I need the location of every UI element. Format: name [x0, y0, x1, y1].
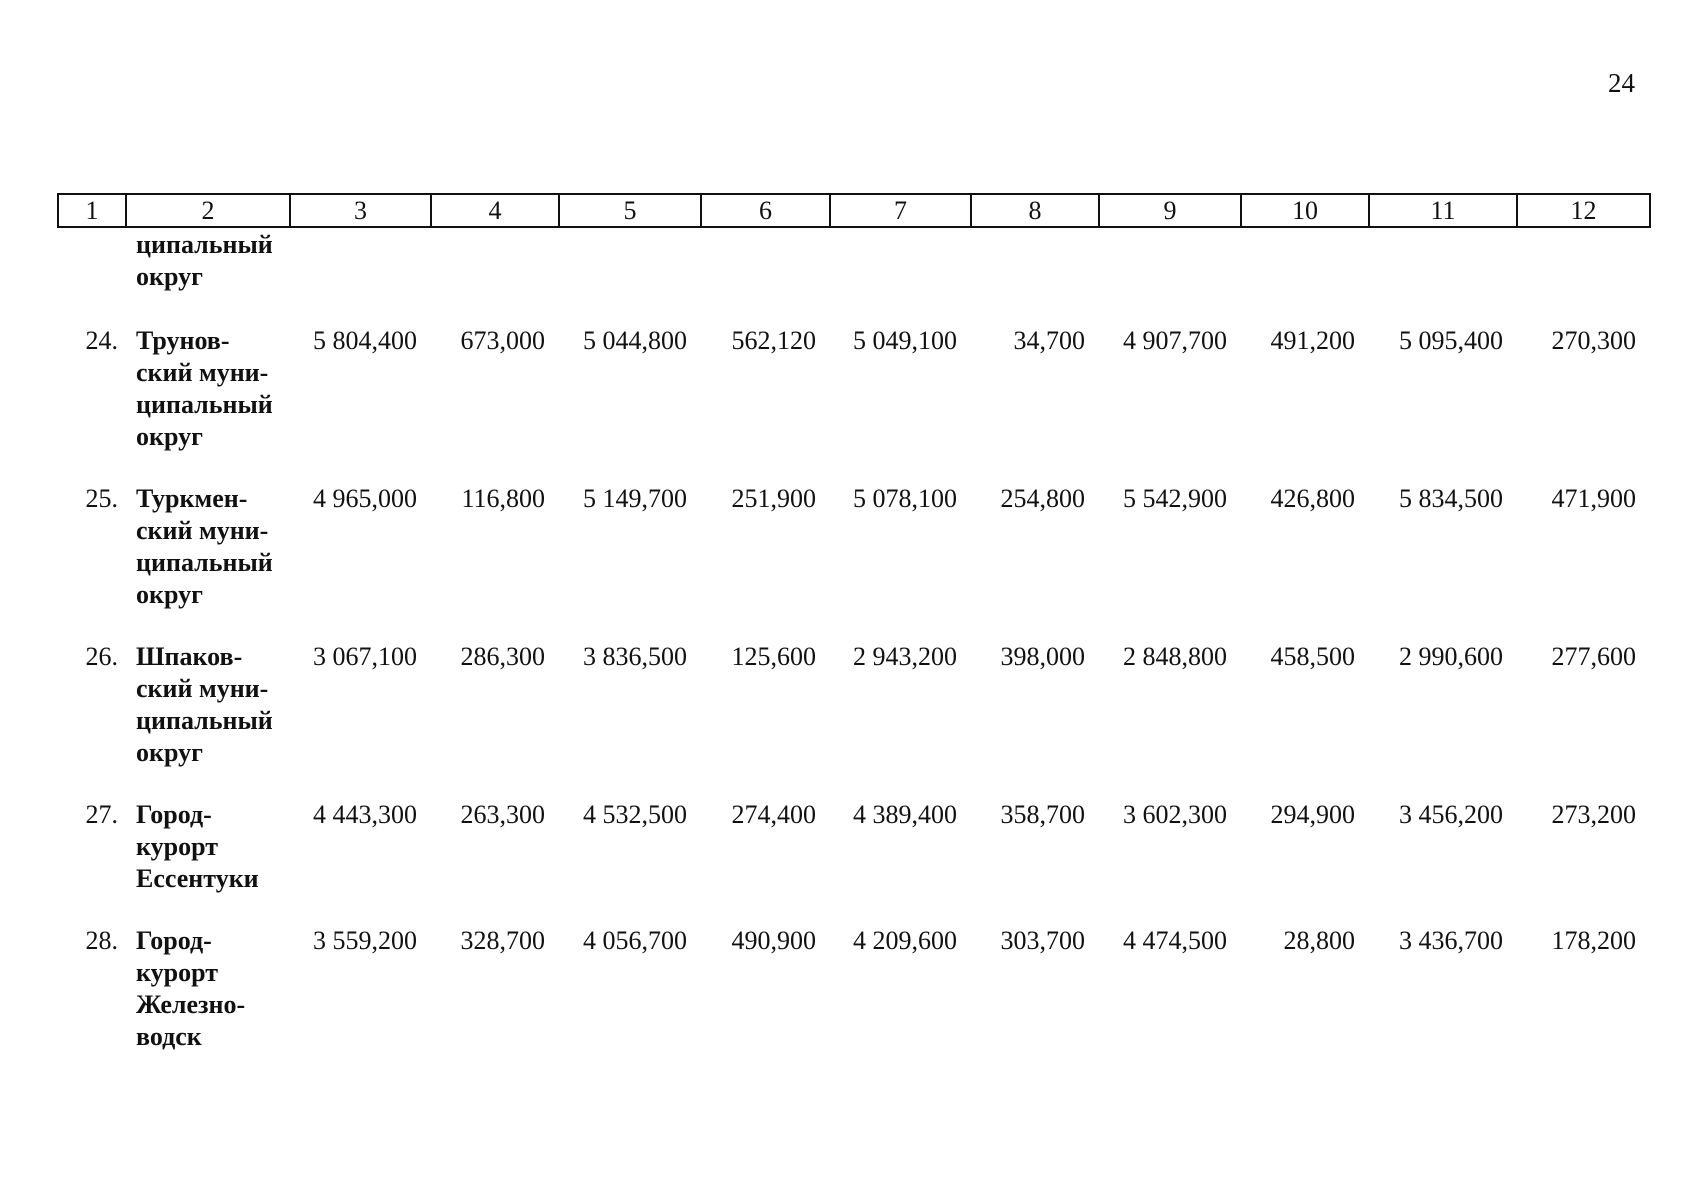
continuation-row: [58, 227, 1650, 325]
table-header: [58, 194, 1650, 227]
table-row: [58, 925, 1650, 1083]
value-cell: 125,600: [731, 642, 816, 671]
value-cell: 4 907,700: [1123, 326, 1227, 355]
value-cell: 254,800: [1000, 484, 1085, 513]
value-cell: 3 602,300: [1123, 800, 1227, 829]
value-cell: 3 436,700: [1399, 926, 1503, 955]
value-cell: 5 542,900: [1123, 484, 1227, 513]
value-cell: [701, 227, 830, 325]
value-cell: 3 559,200: [313, 926, 417, 955]
value-cell: 3 456,200: [1399, 800, 1503, 829]
column-header: 3: [290, 194, 431, 227]
value-cell: 3 836,500: [583, 642, 687, 671]
column-header: 10: [1241, 194, 1369, 227]
row-index-cell: 28.: [85, 926, 118, 955]
value-cell: 2 990,600: [1399, 642, 1503, 671]
row-name-cell: Шпаков- ский муни- ципальный округ: [136, 642, 273, 767]
value-cell: 5 049,100: [853, 326, 957, 355]
value-cell: 490,900: [731, 926, 816, 955]
value-cell: 274,400: [731, 800, 816, 829]
column-header: 12: [1517, 194, 1650, 227]
value-cell: [1369, 227, 1517, 325]
value-cell: 562,120: [731, 326, 816, 355]
row-name-cell: Город- курорт Железно- водск: [136, 926, 246, 1051]
data-table: [57, 193, 1651, 1083]
column-header: 6: [701, 194, 830, 227]
value-cell: 178,200: [1551, 926, 1636, 955]
table-row: [58, 799, 1650, 925]
value-cell: 4 056,700: [583, 926, 687, 955]
value-cell: [290, 227, 431, 325]
column-header: 7: [830, 194, 971, 227]
column-header: 4: [431, 194, 559, 227]
value-cell: 4 443,300: [313, 800, 417, 829]
value-cell: 4 209,600: [853, 926, 957, 955]
value-cell: [1241, 227, 1369, 325]
value-cell: 4 389,400: [853, 800, 957, 829]
value-cell: 398,000: [1000, 642, 1085, 671]
value-cell: 294,900: [1270, 800, 1355, 829]
value-cell: 116,800: [461, 484, 545, 513]
column-header: 8: [971, 194, 1099, 227]
value-cell: [1099, 227, 1241, 325]
value-cell: [830, 227, 971, 325]
value-cell: 277,600: [1551, 642, 1636, 671]
column-header: 11: [1369, 194, 1517, 227]
row-index-cell: 25.: [85, 484, 118, 513]
value-cell: 328,700: [460, 926, 545, 955]
value-cell: 5 834,500: [1399, 484, 1503, 513]
value-cell: 5 149,700: [583, 484, 687, 513]
row-index-cell: [58, 227, 126, 325]
value-cell: 5 078,100: [853, 484, 957, 513]
value-cell: 458,500: [1270, 642, 1355, 671]
column-header: 5: [559, 194, 701, 227]
value-cell: 4 474,500: [1123, 926, 1227, 955]
value-cell: [1517, 227, 1650, 325]
value-cell: 2 943,200: [853, 642, 957, 671]
value-cell: 4 532,500: [583, 800, 687, 829]
value-cell: 273,200: [1551, 800, 1636, 829]
value-cell: 34,700: [1013, 326, 1085, 355]
value-cell: 673,000: [460, 326, 545, 355]
value-cell: 5 095,400: [1399, 326, 1503, 355]
value-cell: 358,700: [1000, 800, 1085, 829]
page-number: 24: [1608, 68, 1635, 98]
value-cell: 471,900: [1551, 484, 1636, 513]
value-cell: 3 067,100: [313, 642, 417, 671]
table-row: [58, 641, 1650, 799]
column-header: 1: [58, 194, 126, 227]
value-cell: 263,300: [460, 800, 545, 829]
table-row: [58, 483, 1650, 641]
value-cell: [971, 227, 1099, 325]
value-cell: 426,800: [1270, 484, 1355, 513]
row-name-cell: Трунов- ский муни- ципальный округ: [136, 326, 273, 451]
value-cell: 286,300: [460, 642, 545, 671]
value-cell: 303,700: [1000, 926, 1085, 955]
value-cell: 2 848,800: [1123, 642, 1227, 671]
row-index-cell: 26.: [85, 642, 118, 671]
row-index-cell: 24.: [85, 326, 118, 355]
value-cell: 28,800: [1283, 926, 1355, 955]
header-row: [58, 194, 1650, 227]
column-header: 9: [1099, 194, 1241, 227]
value-cell: 491,200: [1270, 326, 1355, 355]
value-cell: 4 965,000: [313, 484, 417, 513]
column-header: 2: [126, 194, 290, 227]
row-index-cell: 27.: [85, 800, 118, 829]
value-cell: [559, 227, 701, 325]
value-cell: 5 044,800: [583, 326, 687, 355]
row-name-cell: ципальный округ: [136, 230, 273, 291]
value-cell: 270,300: [1551, 326, 1636, 355]
table-row: [58, 325, 1650, 483]
row-name-cell: Туркмен- ский муни- ципальный округ: [136, 484, 273, 609]
row-name-cell: Город- курорт Ессентуки: [136, 800, 259, 893]
value-cell: [431, 227, 559, 325]
value-cell: 251,900: [731, 484, 816, 513]
value-cell: 5 804,400: [313, 326, 417, 355]
